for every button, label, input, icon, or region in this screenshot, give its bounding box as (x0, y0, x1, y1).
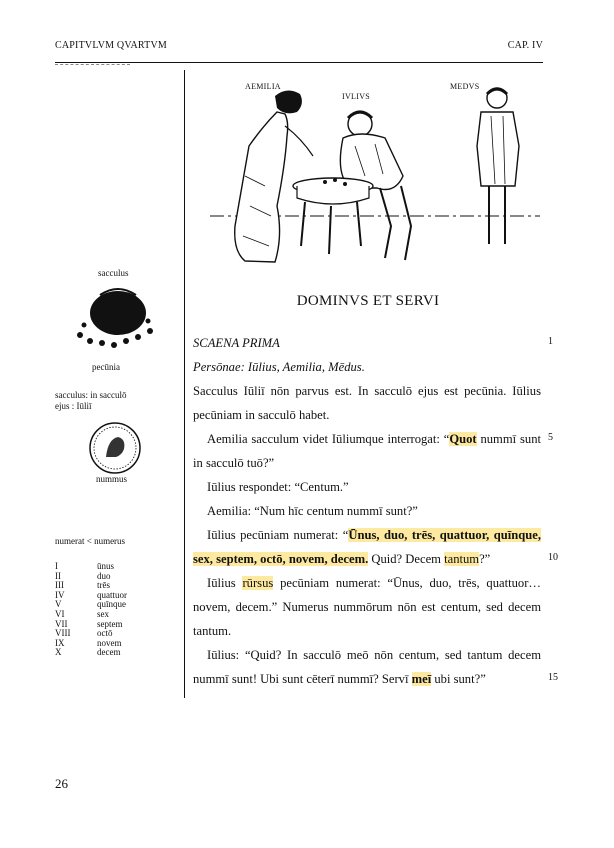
sacculus-label: sacculus (98, 268, 129, 278)
numeral-word: ūnus (97, 561, 115, 571)
sacculo-note-line: ejus : Iūliī (55, 401, 92, 411)
roman-numeral: II (55, 570, 61, 581)
page-number: 26 (55, 776, 68, 791)
aemilia-label: AEMILIA (245, 82, 281, 91)
roman-numeral: VIII (55, 628, 71, 639)
text-run: ubi sunt?” (431, 672, 486, 686)
personae-line: Persōnae: Iūlius, Aemilia, Mēdus. (193, 360, 365, 374)
roman-numeral: V (55, 599, 62, 610)
numeral-word: septem (97, 618, 123, 629)
numeral-word: quīnque (97, 599, 126, 610)
scene-drawing (205, 76, 545, 276)
text-run: Aemilia sacculum videt Iūliumque interrogat: “ (207, 432, 450, 446)
money-bag-icon (70, 283, 160, 353)
numeral-word: decem (97, 647, 121, 658)
medus-label: MEDVS (450, 82, 480, 91)
margin-tick (55, 64, 130, 65)
section-title: DOMINVS ET SERVI (296, 293, 440, 309)
line-number: 15 (548, 672, 558, 683)
text-run: Iūlius: “Quid? In sacculō meō nōn centum, sed tantum decem nummī sunt! Ubi sunt cēterī nummī? Servī (193, 648, 541, 686)
header-rule (55, 62, 543, 63)
numeral-word: sex (97, 608, 109, 619)
column-divider (184, 70, 185, 698)
roman-numeral: X (55, 647, 62, 658)
paragraph (193, 427, 541, 475)
paragraph: Sacculus Iūliī nōn parvus est. In sacculō ejus est pecūnia. Iūlius pecūniam in sacculō habet. (193, 384, 541, 422)
line-number: 1 (548, 336, 553, 347)
scene-heading: SCAENA PRIMA (193, 336, 280, 350)
roman-numeral: VI (55, 608, 65, 619)
line-number: 5 (548, 432, 553, 443)
numerus-title: numerat < numerus (55, 536, 126, 546)
numeral-row (55, 600, 127, 610)
paragraph: Iūlius respondet: “Centum.” (207, 480, 349, 494)
roman-numeral: IV (55, 589, 65, 600)
text-run: Iūlius pecūniam numerat: “ (207, 528, 349, 542)
main-text (193, 331, 541, 691)
roman-numeral: III (55, 580, 64, 591)
text-run: nummī sunt in sacculō tuō?” (193, 432, 541, 470)
iulius-label: IVLIVS (342, 92, 371, 101)
numeral-word: novem (97, 637, 122, 648)
paragraph (193, 571, 541, 643)
highlighted-phrase: Ūnus, duo, trēs, quattuor, quīnque, sex, septem, octō, novem, decem. (193, 528, 541, 566)
numeral-row (55, 648, 127, 658)
highlighted-word: rūrsus (242, 576, 274, 590)
coin-icon (88, 421, 142, 475)
numeral-row (55, 562, 127, 572)
roman-numeral: VII (55, 618, 68, 629)
paragraph (193, 523, 541, 571)
roman-numeral: IX (55, 637, 65, 648)
numeral-word: octō (97, 628, 113, 639)
numeral-word: quattuor (97, 589, 127, 600)
scene-illustration (205, 76, 545, 276)
numeral-word: duo (97, 570, 111, 581)
line-number: 10 (548, 552, 558, 563)
numeral-word: trēs (97, 580, 110, 591)
chapter-title: CAPITVLVM QVARTVM (55, 40, 167, 51)
numeral-row (55, 572, 127, 582)
paragraph (193, 643, 541, 691)
highlighted-word: tantum (444, 552, 480, 566)
roman-numeral: I (55, 561, 58, 571)
nummus-label: nummus (96, 474, 128, 484)
numerals-list (55, 562, 127, 658)
highlighted-word: meī (411, 672, 432, 686)
chapter-abbrev: CAP. IV (507, 40, 543, 51)
paragraph: Aemilia: “Num hīc centum nummī sunt?” (207, 504, 418, 518)
text-run: Quid? Decem (368, 552, 445, 566)
text-run: pecūniam numerat: “Ūnus, duo, trēs, quattuor… novem, decem.” Numerus nummōrum nōn est centum, sed decem tantum. (193, 576, 541, 638)
sacculo-note-line: sacculus: in sacculō (55, 390, 127, 400)
text-run: ?” (479, 552, 491, 566)
highlighted-word: Quot (449, 432, 477, 446)
pecunia-label: pecūnia (92, 362, 120, 372)
running-header (55, 40, 543, 56)
sacculo-note (55, 390, 175, 412)
text-run: Iūlius (207, 576, 243, 590)
